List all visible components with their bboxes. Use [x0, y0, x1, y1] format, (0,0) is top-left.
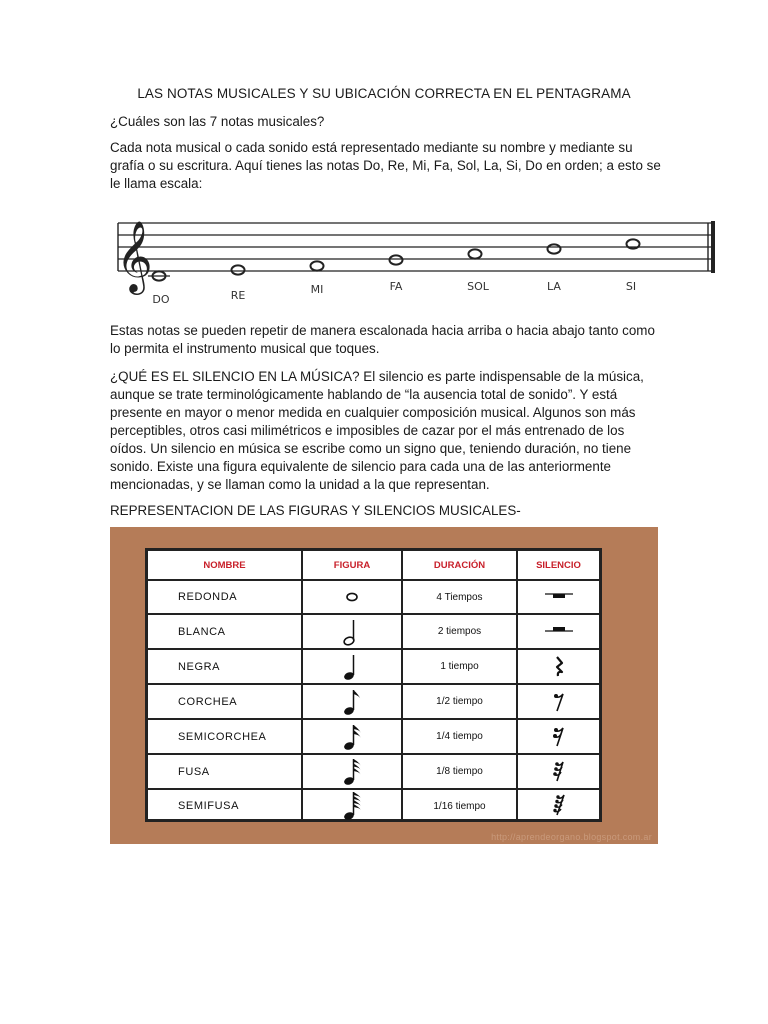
staff-lines — [118, 223, 712, 271]
header-duracion: DURACIÓN — [403, 551, 518, 579]
half-note-icon — [337, 616, 367, 648]
end-barline-thick — [711, 221, 715, 273]
figure-duration: 4 Tiempos — [436, 591, 483, 603]
note-label-mi: MI — [310, 283, 324, 296]
note-label-do: DO — [152, 293, 170, 306]
intro-paragraph: Cada nota musical o cada sonido está representado mediante su nombre y mediante su grafía o su escritura. Aquí tienes las notas Do, Re, Mi, Fa, Sol, La, Si, Do en orden; a esto se le llama escala: — [110, 140, 661, 191]
repeat-paragraph: Estas notas se pueden repetir de manera escalonada hacia arriba o hacia abajo tanto como lo permita el instrumento musical que toques. — [110, 323, 655, 356]
thirty-second-note-icon — [337, 756, 367, 788]
table-row — [148, 790, 599, 822]
table-row — [148, 650, 599, 685]
sixty-fourth-rest-icon — [549, 793, 569, 819]
quarter-rest-icon — [549, 654, 569, 680]
figure-duration: 1/16 tiempo — [433, 800, 486, 812]
quarter-note-icon — [337, 651, 367, 683]
note-label-re: RE — [230, 289, 246, 302]
figure-name: BLANCA — [178, 625, 226, 638]
table-watermark: http://aprendeorgano.blogspot.com.ar — [491, 832, 652, 842]
staff-note-mi — [311, 261, 324, 296]
staff-note-la — [547, 244, 561, 293]
header-nombre: NOMBRE — [148, 551, 303, 579]
sixteenth-rest-icon — [549, 724, 569, 750]
table-row — [148, 685, 599, 720]
eighth-rest-icon — [549, 689, 569, 715]
note-label-la: LA — [547, 280, 561, 293]
page-title: LAS NOTAS MUSICALES Y SU UBICACIÓN CORRECTA EN EL PENTAGRAMA — [137, 86, 631, 101]
musical-staff-figure — [110, 205, 722, 313]
thirty-second-rest-icon — [549, 759, 569, 785]
figure-name: SEMICORCHEA — [178, 730, 267, 743]
figure-name: CORCHEA — [178, 695, 238, 708]
figure-name: SEMIFUSA — [178, 800, 240, 812]
eighth-note-icon — [337, 686, 367, 718]
whole-note-icon — [337, 582, 367, 612]
header-silencio: SILENCIO — [536, 559, 581, 571]
question-text: ¿Cuáles son las 7 notas musicales? — [110, 114, 325, 129]
staff-svg — [110, 205, 722, 313]
figures-table — [145, 548, 602, 822]
table-row — [148, 720, 599, 755]
table-row — [148, 755, 599, 790]
whole-note-icon — [232, 265, 245, 274]
figure-duration: 2 tiempos — [437, 626, 482, 637]
whole-note-icon — [469, 249, 482, 258]
whole-rest-icon — [539, 587, 579, 607]
figure-name: FUSA — [178, 765, 210, 778]
silence-paragraph: ¿QUÉ ES EL SILENCIO EN LA MÚSICA? El silencio es parte indispensable de la música, aunque se trate terminológicamente hablando de “la ausencia total de sonido”. Y está presente en mayor o menor medida en cualquier composición musical. Algunos son más perceptibles, otros casi milimétricos e imposibles de cazar por el más entrenado de los oídos. Un silencio en música se escribe como un signo que, teniendo duración, no tiene sonido. Existe una figura equivalente de silencio para cada una de las anteriormente mencionadas, y se llaman como la unidad a la que representan. — [110, 369, 644, 492]
treble-clef-icon: 𝄞 — [116, 219, 153, 292]
whole-note-icon — [311, 261, 324, 270]
header-figura: FIGURA — [303, 551, 403, 579]
note-label-si: SI — [625, 280, 637, 293]
table-row — [148, 581, 599, 615]
figure-duration: 1/2 tiempo — [436, 696, 483, 707]
figure-duration: 1/4 tiempo — [436, 731, 483, 742]
note-label-sol: SOL — [467, 280, 489, 293]
staff-note-fa — [390, 255, 403, 293]
figure-duration: 1 tiempo — [440, 661, 479, 672]
whole-note-icon — [390, 255, 403, 264]
sixty-fourth-note-icon — [337, 790, 367, 822]
table-heading: REPRESENTACION DE LAS FIGURAS Y SILENCIOS MUSICALES- — [110, 503, 521, 518]
figure-name: NEGRA — [178, 660, 221, 673]
table-row — [148, 615, 599, 650]
note-label-fa: FA — [389, 280, 403, 293]
figures-table-panel — [110, 527, 658, 844]
figure-name: REDONDA — [178, 591, 238, 603]
table-header-row — [148, 551, 599, 581]
whole-note-icon — [548, 244, 561, 253]
figure-duration: 1/8 tiempo — [436, 766, 483, 777]
sixteenth-note-icon — [337, 721, 367, 753]
half-rest-icon — [539, 622, 579, 642]
